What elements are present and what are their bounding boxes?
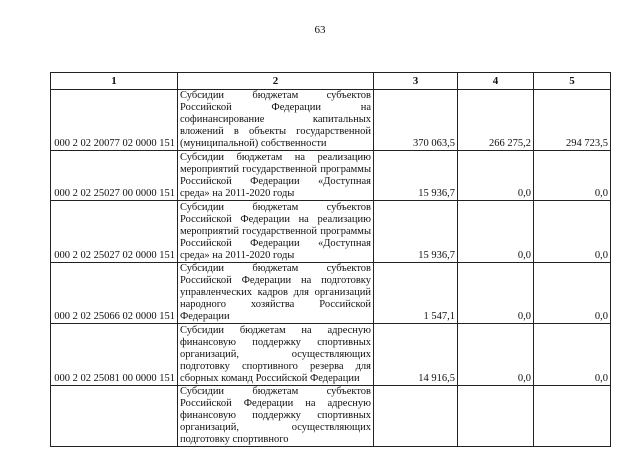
table-row [51,201,611,263]
value-col5: 294 723,5 [534,90,611,151]
item-description: Субсидии бюджетам субъектов Российской Федерации на подготовку управленческих кадров для организаций народного хозяйства Российской Федерации [178,263,374,324]
value-col4: 0,0 [458,201,534,263]
value-col5: 0,0 [534,151,611,201]
value-col5: 0,0 [534,263,611,324]
budget-code: 000 2 02 25027 00 0000 151 [51,151,178,201]
value-col5 [534,386,611,447]
budget-code: 000 2 02 25081 00 0000 151 [51,324,178,386]
table-row [51,151,611,201]
page-number: 63 [314,24,326,36]
item-description: Субсидии бюджетам на адресную финансовую поддержку спортивных организаций, осуществляющих подготовку спортивного резерва для сборных команд Российской Федерации [178,324,374,386]
value-col4: 266 275,2 [458,90,534,151]
column-header-4: 4 [458,73,534,90]
budget-table [50,72,611,447]
column-header-2: 2 [178,73,374,90]
value-col3: 1 547,1 [374,263,458,324]
item-description: Субсидии бюджетам субъектов Российской Федерации на адресную финансовую поддержку спортивных организаций, осуществляющих подготовку спортивного [178,386,374,447]
budget-code: 000 2 02 25027 02 0000 151 [51,201,178,263]
table-row [51,324,611,386]
budget-code [51,386,178,447]
value-col4: 0,0 [458,324,534,386]
column-header-3: 3 [374,73,458,90]
value-col5: 0,0 [534,324,611,386]
value-col4: 0,0 [458,151,534,201]
value-col3: 15 936,7 [374,201,458,263]
header-row [51,73,611,90]
column-header-1: 1 [51,73,178,90]
value-col3: 370 063,5 [374,90,458,151]
column-header-5: 5 [534,73,611,90]
table-row [51,263,611,324]
budget-code: 000 2 02 20077 02 0000 151 [51,90,178,151]
value-col4: 0,0 [458,263,534,324]
value-col3: 15 936,7 [374,151,458,201]
value-col5: 0,0 [534,201,611,263]
item-description: Субсидии бюджетам на реализацию мероприятий государственной программы Российской Федерации «Доступная среда» на 2011-2020 годы [178,151,374,201]
value-col3 [374,386,458,447]
table-row [51,90,611,151]
value-col3: 14 916,5 [374,324,458,386]
budget-code: 000 2 02 25066 02 0000 151 [51,263,178,324]
item-description: Субсидии бюджетам субъектов Российской Федерации на реализацию мероприятий государственной программы Российской Федерации «Доступная среда» на 2011-2020 годы [178,201,374,263]
value-col4 [458,386,534,447]
item-description: Субсидии бюджетам субъектов Российской Федерации на софинансирование капитальных вложений в объекты государственной (муниципальной) собственности [178,90,374,151]
table-row [51,386,611,447]
